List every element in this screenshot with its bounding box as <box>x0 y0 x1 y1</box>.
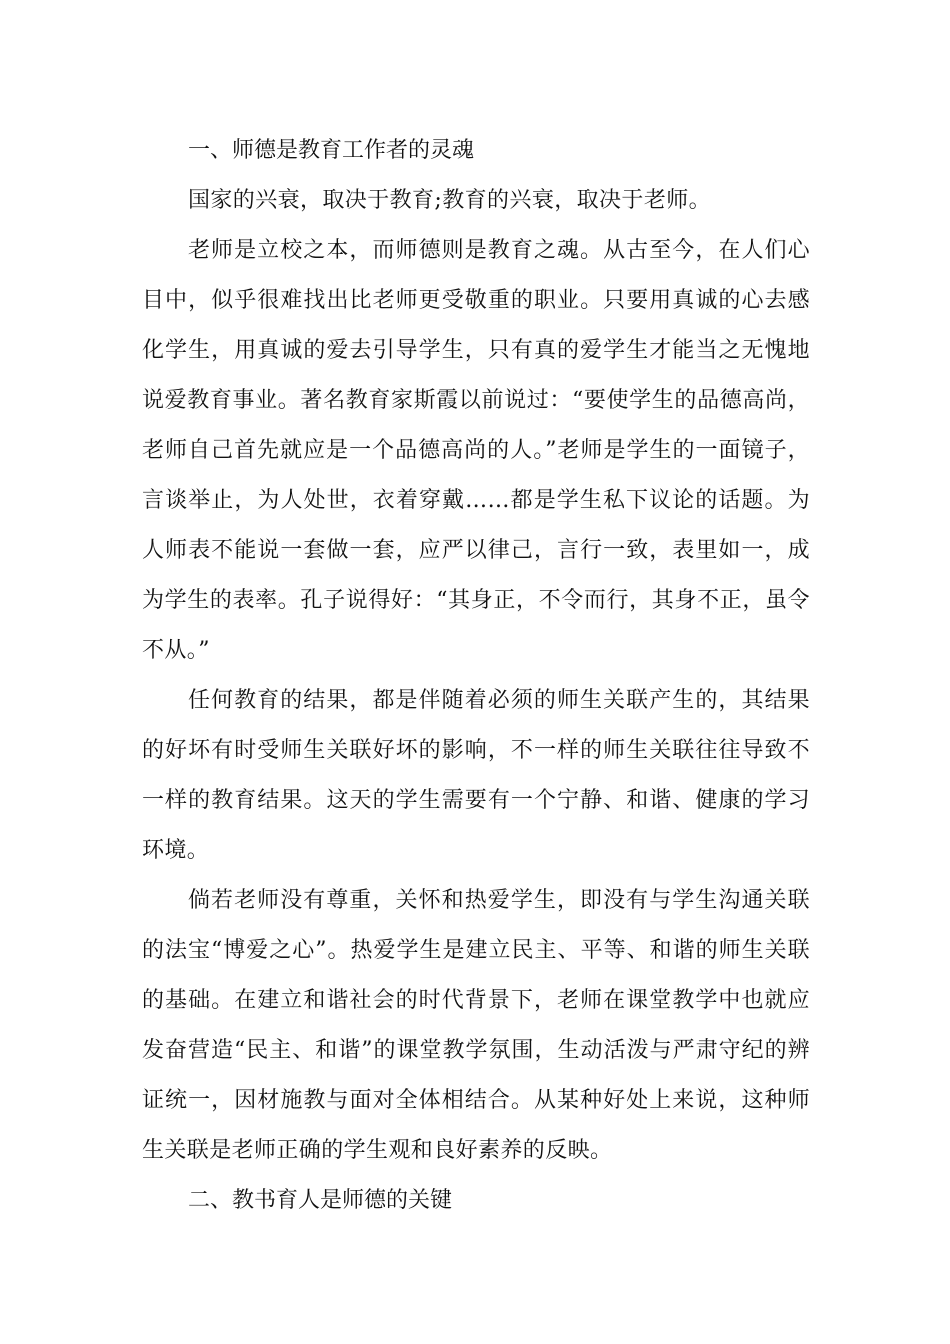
document-body <box>142 126 810 1226</box>
paragraph-1: 国家的兴衰，取决于教育;教育的兴衰，取决于老师。 <box>188 188 712 213</box>
section-heading-1: 一、师德是教育工作者的灵魂 <box>188 138 475 163</box>
paragraph-2: 老师是立校之本，而师德则是教育之魂。从古至今，在人们心目中，似乎很难找出比老师更受敬重的职业。只要用真诚的心去感化学生，用真诚的爱去引导学生，只有真的爱学生才能当之无愧地说爱教育事业。著名教育家斯霞以前说过：“要使学生的品德高尚，老师自己首先就应是一个品德高尚的人。”老师是学生的一面镜子，言谈举止，为人处世，衣着穿戴……都是学生私下议论的话题。为人师表不能说一套做一套，应严以律己，言行一致，表里如一，成为学生的表率。孔子说得好：“其身正，不令而行，其身不正，虽令不从。” <box>142 238 810 663</box>
section-heading-2: 二、教书育人是师德的关键 <box>188 1188 453 1213</box>
paragraph-4: 倘若老师没有尊重，关怀和热爱学生，即没有与学生沟通关联的法宝“博爱之心”。热爱学生是建立民主、平等、和谐的师生关联的基础。在建立和谐社会的时代背景下，老师在课堂教学中也就应发奋营造“民主、和谐”的课堂教学氛围，生动活泼与严肃守纪的辨证统一，因材施教与面对全体相结合。从某种好处上来说，这种师生关联是老师正确的学生观和良好素养的反映。 <box>142 888 810 1163</box>
paragraph-3: 任何教育的结果，都是伴随着必须的师生关联产生的，其结果的好坏有时受师生关联好坏的影响，不一样的师生关联往往导致不一样的教育结果。这天的学生需要有一个宁静、和谐、健康的学习环境。 <box>142 688 810 863</box>
